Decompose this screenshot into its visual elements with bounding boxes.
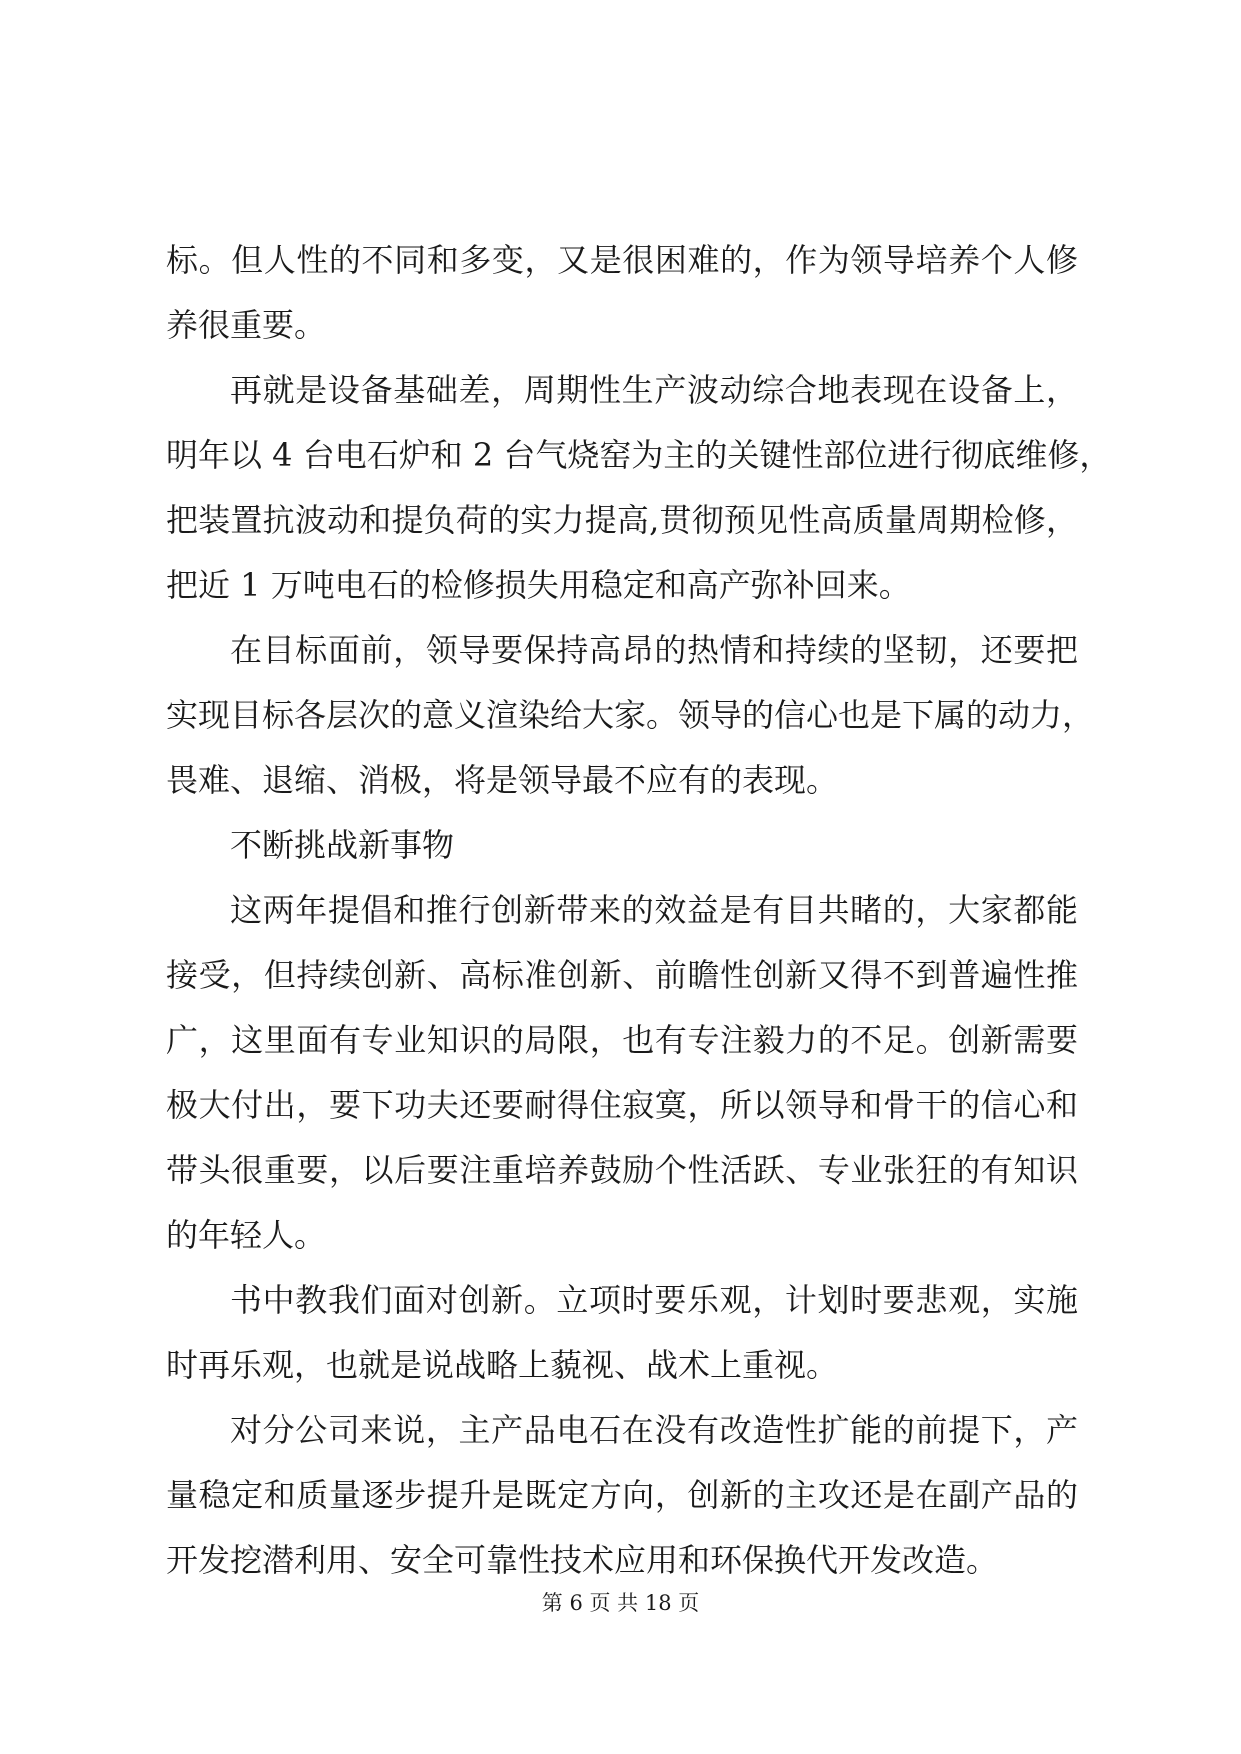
- text-line: 明年以 4 台电石炉和 2 台气烧窑为主的关键性部位进行彻底维修，: [166, 436, 1112, 474]
- text-line: 实现目标各层次的意义渲染给大家。领导的信心也是下属的动力，: [166, 696, 1095, 734]
- text-line: 带头很重要，以后要注重培养鼓励个性活跃、专业张狂的有知识: [166, 1151, 1078, 1189]
- document-body: [166, 228, 1112, 1593]
- text-line: 畏难、退缩、消极，将是领导最不应有的表现。: [166, 761, 839, 799]
- text-line: 时再乐观，也就是说战略上藐视、战术上重视。: [166, 1346, 839, 1384]
- page-number-footer: 第 6 页 共 18 页: [541, 1591, 700, 1615]
- text-line: 书中教我们面对创新。立项时要乐观，计划时要悲观，实施: [230, 1281, 1078, 1319]
- text-line: 养很重要。: [166, 306, 327, 344]
- text-line: 开发挖潜利用、安全可靠性技术应用和环保换代开发改造。: [166, 1541, 999, 1579]
- text-line: 对分公司来说，主产品电石在没有改造性扩能的前提下，产: [230, 1411, 1078, 1449]
- text-line: 在目标面前，领导要保持高昂的热情和持续的坚韧，还要把: [230, 631, 1078, 669]
- text-line: 把装置抗波动和提负荷的实力提高,贯彻预见性高质量周期检修，: [166, 501, 1078, 539]
- text-line: 的年轻人。: [166, 1216, 327, 1254]
- section-heading: 不断挑战新事物: [230, 826, 455, 864]
- text-line: 这两年提倡和推行创新带来的效益是有目共睹的，大家都能: [230, 891, 1078, 929]
- text-line: 量稳定和质量逐步提升是既定方向，创新的主攻还是在副产品的: [166, 1476, 1078, 1514]
- text-line: 广，这里面有专业知识的局限，也有专注毅力的不足。创新需要: [166, 1021, 1078, 1059]
- text-line: 标。但人性的不同和多变，又是很困难的，作为领导培养个人修: [166, 241, 1078, 279]
- text-line: 再就是设备基础差，周期性生产波动综合地表现在设备上，: [230, 371, 1078, 409]
- text-line: 把近 1 万吨电石的检修损失用稳定和高产弥补回来。: [166, 566, 911, 604]
- text-line: 极大付出，要下功夫还要耐得住寂寞，所以领导和骨干的信心和: [166, 1086, 1078, 1124]
- text-line: 接受，但持续创新、高标准创新、前瞻性创新又得不到普遍性推: [166, 956, 1078, 994]
